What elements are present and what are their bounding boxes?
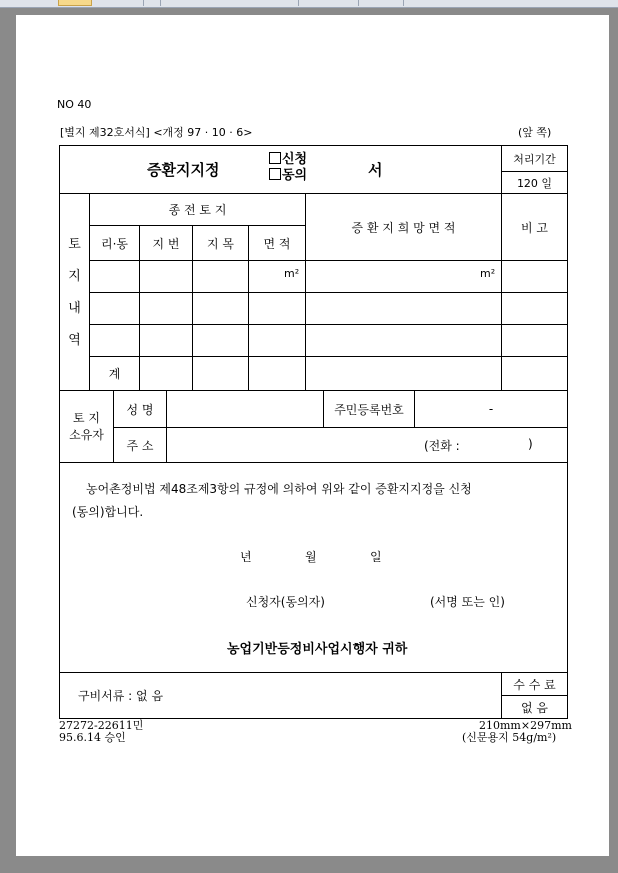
column-header-village: 리·동 <box>101 236 128 251</box>
form-number: NO 40 <box>57 98 92 111</box>
area-unit-label: m² <box>284 267 300 280</box>
processing-period-label: 처리기간 <box>513 152 556 166</box>
fee-label: 수 수 료 <box>513 677 556 692</box>
top-toolbar-strip <box>0 0 618 8</box>
desired-area-unit-label: m² <box>480 267 496 280</box>
phone-close: ) <box>528 437 533 451</box>
total-row-label: 계 <box>108 367 121 381</box>
column-header-lot-number: 지 번 <box>152 236 180 251</box>
rrn-dash: - <box>488 402 494 416</box>
toolbar-tab-divider <box>143 0 144 6</box>
applicant-label: 신청자(동의자) <box>246 595 325 609</box>
toolbar-tab-divider <box>298 0 299 6</box>
date-year-label: 년 <box>240 550 252 564</box>
form-reference: [별지 제32호서식] <개정 97 · 10 · 6> <box>60 126 253 139</box>
date-day-label: 일 <box>370 550 382 564</box>
toolbar-tab-divider <box>358 0 359 6</box>
form-code: 27272-22611민 <box>59 719 144 732</box>
date-month-label: 월 <box>305 550 317 564</box>
processing-period-value: 120 일 <box>516 176 553 190</box>
owner-section-label: 토 지 소유자 <box>69 410 104 442</box>
statement-line-1: 농어촌정비법 제48조제3항의 규정에 의하여 위와 같이 증환지지정을 신청 <box>86 482 472 496</box>
paper-type: (신문용지 54g/m²) <box>462 731 557 744</box>
column-header-area: 면 적 <box>263 236 291 251</box>
form-title: 증환지지정 <box>147 161 220 179</box>
form-title-suffix: 서 <box>368 161 383 179</box>
land-section-label: 토 지 내 역 <box>68 237 81 348</box>
page-side-label: (앞 쪽) <box>518 126 552 139</box>
paper-size: 210mm×297mm <box>479 719 572 732</box>
toolbar-tab-divider <box>160 0 161 6</box>
fee-value: 없 음 <box>521 700 548 715</box>
document-page <box>16 15 609 856</box>
title-options <box>269 152 307 184</box>
toolbar-highlight-tab[interactable] <box>58 0 92 6</box>
required-documents: 구비서류 : 없 음 <box>78 689 164 703</box>
phone-label: (전화 : <box>424 439 460 453</box>
addressee: 농업기반등정비사업시행자 귀하 <box>227 642 408 657</box>
checkbox-icon <box>269 152 281 164</box>
remarks-header: 비 고 <box>521 220 548 235</box>
desired-area-header: 증 환 지 희 망 면 적 <box>351 220 456 235</box>
rrn-label: 주민등록번호 <box>334 402 404 417</box>
statement-line-2: (동의)합니다. <box>72 505 144 519</box>
checkbox-icon <box>269 168 281 180</box>
title-option-apply: 신청 <box>269 152 307 168</box>
toolbar-tab-divider <box>403 0 404 6</box>
previous-land-header: 종 전 토 지 <box>168 203 227 217</box>
column-header-land-category: 지 목 <box>207 236 234 251</box>
owner-name-label: 성 명 <box>126 402 154 417</box>
owner-address-label: 주 소 <box>126 438 154 453</box>
approval-date: 95.6.14 승인 <box>59 731 126 744</box>
title-option-consent: 동의 <box>269 168 307 184</box>
signature-label: (서명 또는 인) <box>430 595 505 609</box>
